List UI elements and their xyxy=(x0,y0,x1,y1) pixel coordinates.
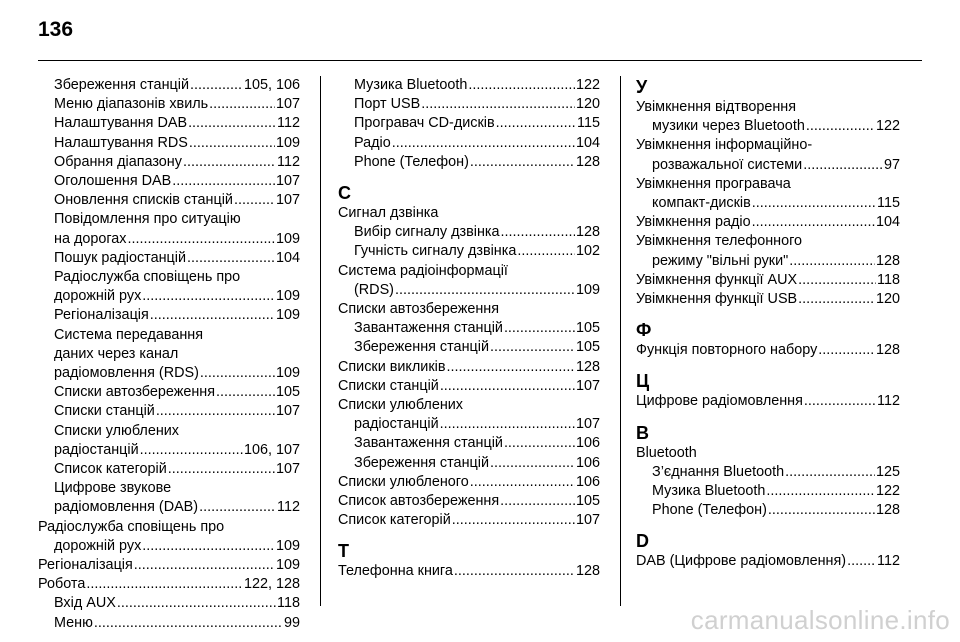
dot-leader xyxy=(189,134,275,153)
entry-text: Робота xyxy=(38,576,86,593)
entry-text: Увімкнення програвача xyxy=(636,175,791,192)
dot-leader xyxy=(752,194,876,213)
index-column-3 xyxy=(636,76,900,572)
dot-leader xyxy=(468,76,575,95)
dot-leader xyxy=(806,117,875,136)
entry-text: Список автозбереження xyxy=(338,493,500,510)
page-reference: 112 xyxy=(277,499,300,516)
index-subentry xyxy=(338,95,600,114)
index-entry xyxy=(338,511,600,530)
entry-text: Завантаження станцій xyxy=(354,435,503,452)
section-letter: Т xyxy=(338,541,349,562)
index-entry xyxy=(636,290,900,309)
entry-text: радіостанцій xyxy=(354,416,439,433)
page-reference: 128 xyxy=(875,252,900,269)
dot-leader xyxy=(392,134,575,153)
entry-text: Bluetooth xyxy=(636,444,697,461)
dot-leader xyxy=(768,501,875,520)
entry-text: Увімкнення телефонного xyxy=(636,233,803,250)
page-reference: 122 xyxy=(875,483,900,500)
entry-text: Список категорій xyxy=(54,461,167,478)
entry-text: Вибір сигналу дзвінка xyxy=(354,224,500,241)
entry-text: Увімкнення інформаційно- xyxy=(636,137,813,154)
index-subentry xyxy=(338,242,600,261)
entry-text: Завантаження станцій xyxy=(354,320,503,337)
dot-leader xyxy=(117,594,276,613)
index-subentry xyxy=(636,117,900,136)
page-reference: 128 xyxy=(875,342,900,359)
page-reference: 109 xyxy=(575,281,600,298)
dot-leader xyxy=(785,463,875,482)
entry-text: Гучність сигналу дзвінка xyxy=(354,243,517,260)
page-reference: 105 xyxy=(575,339,600,356)
index-entry xyxy=(338,562,600,581)
page-reference: 109 xyxy=(275,365,300,382)
entry-text: Phone (Телефон) xyxy=(354,153,469,170)
entry-text: Сигнал дзвінка xyxy=(338,205,439,222)
entry-text: Списки станцій xyxy=(338,377,439,394)
page-reference: 107 xyxy=(575,416,600,433)
index-subentry xyxy=(38,230,300,249)
dot-leader xyxy=(183,153,276,172)
index-subentry xyxy=(338,434,600,453)
index-subentry xyxy=(338,134,600,153)
dot-leader xyxy=(766,482,875,501)
index-subentry xyxy=(338,319,600,338)
index-subentry xyxy=(38,498,300,517)
entry-text: компакт-дисків xyxy=(652,195,751,212)
dot-leader xyxy=(440,415,575,434)
dot-leader xyxy=(142,537,275,556)
page-reference: 112 xyxy=(277,115,300,132)
index-subentry xyxy=(38,191,300,210)
dot-leader xyxy=(168,460,275,479)
page-reference: 104 xyxy=(575,134,600,151)
page-reference: 105 xyxy=(275,384,300,401)
dot-leader xyxy=(395,281,575,300)
dot-leader xyxy=(199,498,276,517)
page-reference: 107 xyxy=(575,377,600,394)
index-subentry xyxy=(38,306,300,325)
entry-text: Списки автозбереження xyxy=(54,384,216,401)
index-subentry xyxy=(38,537,300,556)
dot-leader xyxy=(446,358,575,377)
entry-text: Музика Bluetooth xyxy=(652,483,766,500)
entry-text: Меню xyxy=(54,614,93,631)
section-letter: D xyxy=(636,531,649,552)
index-subentry xyxy=(338,223,600,242)
page-reference: 105 xyxy=(575,493,600,510)
section-letter: Ф xyxy=(636,320,652,341)
index-subentry xyxy=(38,345,300,364)
page-reference: 122 xyxy=(575,77,600,93)
page-reference: 112 xyxy=(877,393,900,410)
entry-text: Налаштування RDS xyxy=(54,134,188,151)
page-reference: 102 xyxy=(575,243,600,260)
entry-text: Цифрове звукове xyxy=(54,480,172,497)
entry-text: Списки автозбереження xyxy=(338,301,500,318)
entry-text: (RDS) xyxy=(354,281,394,298)
entry-text: Списки улюбленого xyxy=(338,473,469,490)
index-subentry xyxy=(38,614,300,633)
index-subentry xyxy=(38,460,300,479)
column-divider xyxy=(320,76,321,606)
entry-text: Список категорій xyxy=(338,512,451,529)
page-reference: 107 xyxy=(275,173,300,190)
entry-text: Збереження станцій xyxy=(54,77,189,93)
entry-text: Оновлення списків станцій xyxy=(54,192,233,209)
index-entry xyxy=(338,377,600,396)
dot-leader xyxy=(172,172,275,191)
dot-leader xyxy=(504,319,575,338)
index-entry xyxy=(338,396,600,415)
entry-text: Регіоналізація xyxy=(54,307,149,324)
entry-text: музики через Bluetooth xyxy=(652,118,805,135)
dot-leader xyxy=(200,364,275,383)
dot-leader xyxy=(804,392,876,411)
index-subentry xyxy=(636,194,900,213)
dot-leader xyxy=(142,287,275,306)
index-entry xyxy=(636,552,900,571)
page-reference: 109 xyxy=(275,288,300,305)
dot-leader xyxy=(752,213,875,232)
page-reference: 97 xyxy=(883,156,900,173)
section-letter: С xyxy=(338,183,351,204)
dot-leader xyxy=(140,441,243,460)
index-subentry xyxy=(636,156,900,175)
index-subentry xyxy=(38,287,300,306)
index-subentry xyxy=(38,249,300,268)
page-reference: 122, 128 xyxy=(243,576,300,593)
page-reference: 112 xyxy=(277,153,300,170)
entry-text: Увімкнення відтворення xyxy=(636,99,797,115)
index-entry xyxy=(636,175,900,194)
dot-leader xyxy=(847,552,876,571)
entry-text: Програвач CD-дисків xyxy=(354,115,495,132)
page-reference: 128 xyxy=(575,563,600,580)
index-subentry xyxy=(338,114,600,133)
page-reference: 115 xyxy=(877,195,900,212)
index-entry xyxy=(636,341,900,360)
dot-leader xyxy=(234,191,275,210)
entry-text: Списки викликів xyxy=(338,358,446,375)
dot-leader xyxy=(798,290,875,309)
dot-leader xyxy=(496,114,576,133)
page-reference: 105, 106 xyxy=(243,77,300,93)
entry-text: Збереження станцій xyxy=(354,454,489,471)
entry-text: Система радіоінформації xyxy=(338,262,508,279)
index-entry xyxy=(338,358,600,377)
page-reference: 118 xyxy=(277,595,300,612)
entry-text: Пошук радіостанцій xyxy=(54,249,187,266)
index-entry xyxy=(338,262,600,281)
entry-text: радіостанцій xyxy=(54,441,139,458)
entry-text: радіомовлення (DAB) xyxy=(54,499,199,516)
entry-text: Меню діапазонів хвиль xyxy=(54,96,209,113)
section-letter: B xyxy=(636,422,649,443)
entry-text: Налаштування DAB xyxy=(54,115,188,132)
dot-leader xyxy=(156,402,275,421)
page-reference: 107 xyxy=(275,403,300,420)
index-subentry xyxy=(38,594,300,613)
entry-text: радіомовлення (RDS) xyxy=(54,365,199,382)
dot-leader xyxy=(470,473,575,492)
index-subentry xyxy=(338,281,600,300)
index-subentry xyxy=(38,402,300,421)
dot-leader xyxy=(216,383,275,402)
entry-text: Списки станцій xyxy=(54,403,155,420)
page-reference: 115 xyxy=(577,115,600,132)
index-entry xyxy=(636,98,900,117)
page-reference: 99 xyxy=(283,614,300,631)
dot-leader xyxy=(818,341,875,360)
dot-leader xyxy=(190,76,243,95)
index-subentry xyxy=(636,482,900,501)
watermark: carmanualsonline.info xyxy=(690,605,950,635)
entry-text: Обрання діапазону xyxy=(54,153,182,170)
index-entry xyxy=(338,492,600,511)
page-reference: 128 xyxy=(575,358,600,375)
index-entry xyxy=(38,518,300,537)
dot-leader xyxy=(517,242,575,261)
page-reference: 120 xyxy=(875,291,900,308)
entry-text: Повідомлення про ситуацію xyxy=(54,211,241,228)
dot-leader xyxy=(188,114,276,133)
entry-text: Радіослужба сповіщень про xyxy=(54,269,241,286)
entry-text: Функція повторного набору xyxy=(636,342,818,359)
entry-text: Phone (Телефон) xyxy=(652,502,767,519)
page-reference: 106 xyxy=(575,454,600,471)
dot-leader xyxy=(470,153,575,172)
page-reference: 112 xyxy=(877,553,900,570)
entry-text: Регіоналізація xyxy=(38,557,133,574)
dot-leader xyxy=(128,230,275,249)
page-reference: 105 xyxy=(575,320,600,337)
entry-text: Цифрове радіомовлення xyxy=(636,393,803,410)
entry-text: розважальної системи xyxy=(652,156,803,173)
entry-text: Вхід AUX xyxy=(54,595,116,612)
dot-leader xyxy=(789,252,875,271)
entry-text: Музика Bluetooth xyxy=(354,77,468,93)
entry-text: Списки улюблених xyxy=(338,397,463,414)
dot-leader xyxy=(209,95,275,114)
index-subentry xyxy=(38,364,300,383)
entry-text: дорожній рух xyxy=(54,288,142,305)
entry-text: Списки улюблених xyxy=(54,422,179,439)
page-reference: 120 xyxy=(575,96,600,113)
index-subentry xyxy=(338,153,600,172)
dot-leader xyxy=(452,511,575,530)
index-entry xyxy=(338,204,600,223)
index-entry xyxy=(636,392,900,411)
index-subentry xyxy=(38,172,300,191)
section-letter: Ц xyxy=(636,371,650,392)
index-subentry xyxy=(38,114,300,133)
index-column-2 xyxy=(338,76,600,582)
page-reference: 122 xyxy=(875,118,900,135)
index-subentry xyxy=(38,268,300,287)
entry-text: дорожній рух xyxy=(54,537,142,554)
entry-text: Порт USB xyxy=(354,96,421,113)
page-reference: 104 xyxy=(275,249,300,266)
dot-leader xyxy=(134,556,275,575)
page-reference: 109 xyxy=(275,537,300,554)
index-subentry xyxy=(338,454,600,473)
index-subentry xyxy=(38,326,300,345)
index-subentry xyxy=(38,479,300,498)
index-entry xyxy=(636,136,900,155)
index-entry xyxy=(38,575,300,594)
entry-text: Збереження станцій xyxy=(354,339,489,356)
index-entry xyxy=(636,444,900,463)
page-reference: 107 xyxy=(575,512,600,529)
dot-leader xyxy=(440,377,575,396)
entry-text: DAB (Цифрове радіомовлення) xyxy=(636,553,847,570)
page-reference: 106 xyxy=(575,435,600,452)
entry-text: З’єднання Bluetooth xyxy=(652,463,785,480)
page-reference: 109 xyxy=(275,230,300,247)
entry-text: Увімкнення функції USB xyxy=(636,291,798,308)
page-reference: 125 xyxy=(875,463,900,480)
index-entry xyxy=(338,300,600,319)
page-reference: 128 xyxy=(575,224,600,241)
entry-text: Увімкнення функції AUX xyxy=(636,271,798,288)
index-subentry xyxy=(338,338,600,357)
dot-leader xyxy=(150,306,275,325)
entry-text: режиму "вільні руки" xyxy=(652,252,789,269)
page-reference: 109 xyxy=(275,307,300,324)
page-reference: 106, 107 xyxy=(243,441,300,458)
index-subentry xyxy=(38,441,300,460)
dot-leader xyxy=(454,562,575,581)
index-subentry xyxy=(636,501,900,520)
page-reference: 107 xyxy=(275,96,300,113)
entry-text: даних через канал xyxy=(54,345,179,362)
index-subentry xyxy=(38,95,300,114)
entry-text: Система передавання xyxy=(54,326,204,343)
dot-leader xyxy=(504,434,575,453)
column-divider xyxy=(620,76,621,606)
page-reference: 106 xyxy=(575,473,600,490)
page-reference: 109 xyxy=(275,557,300,574)
index-subentry xyxy=(38,76,300,95)
section-letter: У xyxy=(636,77,648,97)
dot-leader xyxy=(94,614,283,633)
page-number: 136 xyxy=(38,18,74,41)
page-reference: 107 xyxy=(275,192,300,209)
dot-leader xyxy=(500,492,575,511)
dot-leader xyxy=(490,338,575,357)
page-reference: 109 xyxy=(275,134,300,151)
index-subentry xyxy=(38,153,300,172)
index-entry xyxy=(338,473,600,492)
index-subentry xyxy=(338,76,600,95)
index-subentry xyxy=(636,463,900,482)
index-subentry xyxy=(38,210,300,229)
index-subentry xyxy=(636,252,900,271)
dot-leader xyxy=(490,454,575,473)
header-rule xyxy=(38,60,922,61)
page-reference: 104 xyxy=(875,214,900,231)
dot-leader xyxy=(798,271,876,290)
entry-text: Радіо xyxy=(354,134,391,151)
index-entry xyxy=(636,213,900,232)
entry-text: Оголошення DAB xyxy=(54,173,172,190)
index-subentry xyxy=(38,383,300,402)
dot-leader xyxy=(187,249,275,268)
page-reference: 118 xyxy=(877,271,900,288)
dot-leader xyxy=(501,223,575,242)
index-entry xyxy=(636,232,900,251)
index-column-1 xyxy=(38,76,300,633)
dot-leader xyxy=(421,95,575,114)
dot-leader xyxy=(803,156,883,175)
dot-leader xyxy=(86,575,243,594)
index-entry xyxy=(38,556,300,575)
entry-text: Радіослужба сповіщень про xyxy=(38,518,225,535)
page-reference: 107 xyxy=(275,461,300,478)
entry-text: Телефонна книга xyxy=(338,563,453,580)
page-reference: 128 xyxy=(575,153,600,170)
page-reference: 128 xyxy=(875,502,900,519)
index-subentry xyxy=(38,422,300,441)
index-entry xyxy=(636,271,900,290)
index-subentry xyxy=(338,415,600,434)
index-subentry xyxy=(38,134,300,153)
entry-text: на дорогах xyxy=(54,230,127,247)
entry-text: Увімкнення радіо xyxy=(636,214,751,231)
